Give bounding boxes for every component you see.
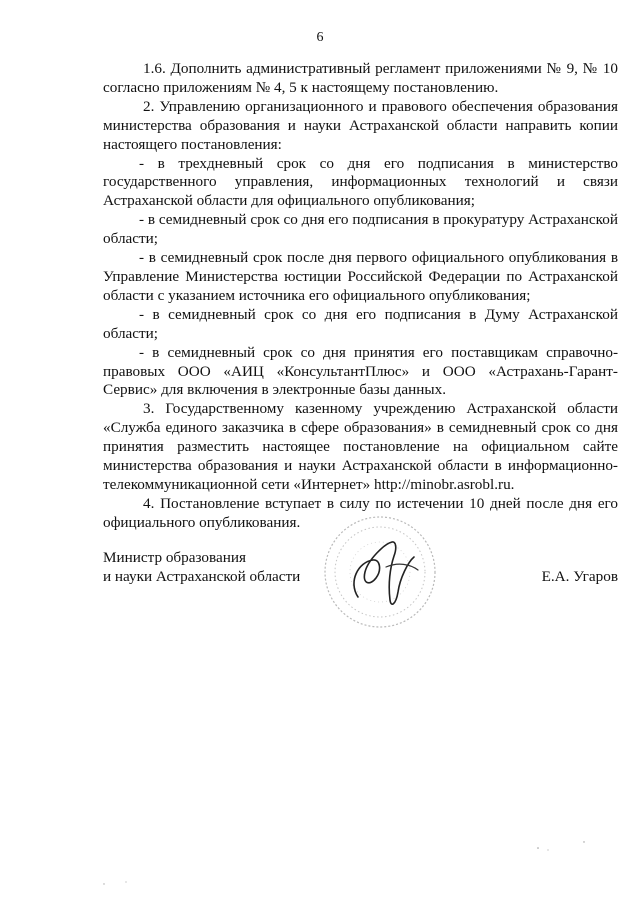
list-item: - в семидневный срок со дня принятия его поставщикам справочно-правовых ООО «АИЦ «КонсультантПлюс» и ООО «Астрахань-Гарант-Сервис» для включения в электронные базы данных.: [103, 343, 618, 399]
paragraph-2: 2. Управлению организационного и правового обеспечения образования министерства образования и науки Астраханской области направить копии настоящего постановления:: [103, 97, 618, 153]
page-number: 6: [316, 30, 324, 45]
document-body: [103, 60, 618, 533]
list-item: - в трехдневный срок со дня его подписания в министерство государственного управления, информационных технологий и связи Астраханской области для официального опубликования;: [103, 154, 618, 210]
paragraph-3: 3. Государственному казенному учреждению Астраханской области «Служба единого заказчика в сфере образования» в семидневный срок со дня принятия разместить настоящее постановление на официальном сайте министерства образования и науки Астраханской области в информационно-телекоммуникационной сети «Интернет» http://minobr.asrobl.ru.: [103, 400, 618, 493]
signatory-title-line-2: и науки Астраханской области: [103, 568, 301, 585]
signatory-title: [103, 548, 300, 586]
list-item: - в семидневный срок после дня первого официального опубликования в Управление Министерства юстиции Российской Федерации по Астраханской области с указанием источника его официального опубликования;: [103, 249, 618, 304]
paragraph-1-6: 1.6. Дополнить административный регламент приложениями № 9, № 10 согласно приложениям № 4, 5 к настоящему постановлению.: [103, 60, 618, 96]
list-item: - в семидневный срок со дня его подписания в прокуратуру Астраханской области;: [103, 211, 618, 248]
signatory-title-line-1: Министр образования: [103, 549, 246, 566]
seal-signature-icon: [318, 512, 448, 632]
list-item: - в семидневный срок со дня его подписания в Думу Астраханской области;: [103, 305, 618, 342]
paragraph-4: 4. Постановление вступает в силу по истечении 10 дней после дня его официального опубликования.: [103, 494, 618, 531]
signatory-name: Е.А. Угаров: [541, 568, 618, 585]
